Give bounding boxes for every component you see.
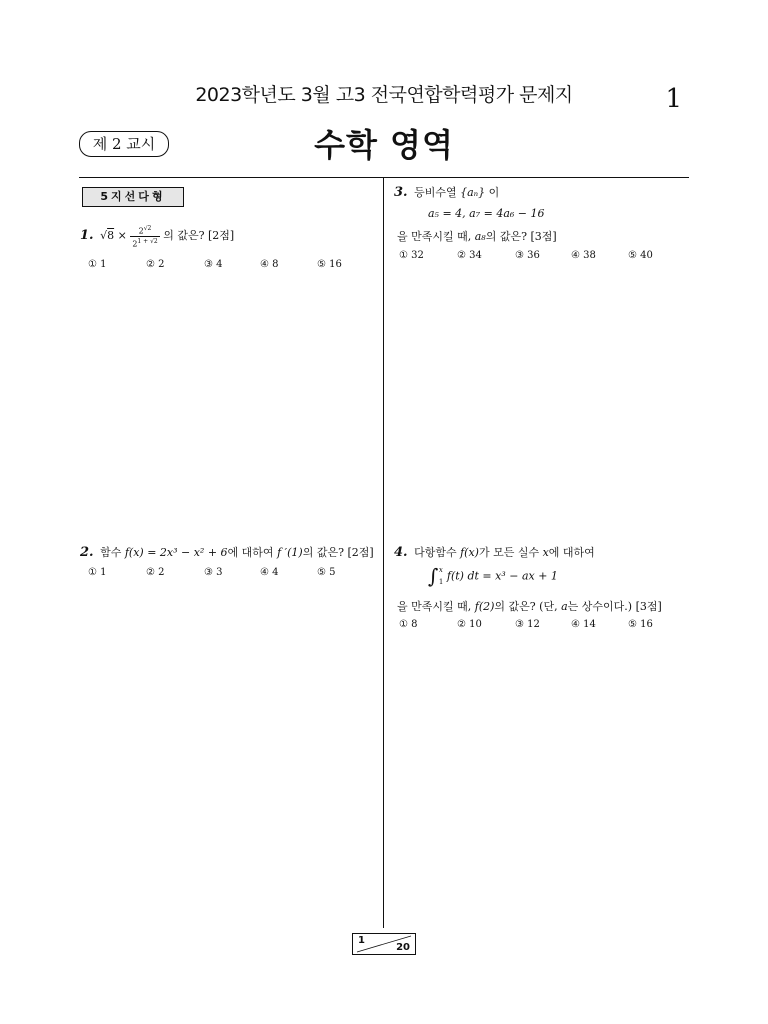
- question-4: 4. 다항함수 f(x)가 모든 실수 x에 대하여: [394, 545, 595, 560]
- question-2: 2. 함수 f(x) = 2x³ − x² + 6에 대하여 f ′(1)의 값은? [2점]: [80, 545, 374, 560]
- choice-1[interactable]: ① 8: [399, 619, 418, 630]
- choice-2[interactable]: ② 2: [146, 259, 165, 270]
- q3-question-line: 을 만족시킬 때, a₈의 값은? [3점]: [397, 230, 557, 243]
- total-pages: 20: [396, 942, 410, 953]
- q2-derivative: f ′(1): [277, 546, 303, 559]
- q1-choices: [88, 259, 368, 273]
- choice-4[interactable]: ④ 4: [260, 567, 279, 578]
- q4-integral-equation: ∫ x 1 f(t) dt = x³ − ax + 1: [428, 564, 558, 588]
- question-1: 1. √8 × $\frac{2^{√2}}{2^{1 + √2}}$ 의 값은? [2점]: [80, 225, 235, 249]
- current-page: 1: [358, 935, 365, 946]
- question-text: 의 값은? [2점]: [163, 229, 235, 243]
- choice-2[interactable]: ② 34: [457, 250, 482, 261]
- choice-4[interactable]: ④ 38: [571, 250, 596, 261]
- q1-fraction: $\frac{2^{√2}}{2^{1 + √2}}$: [132, 225, 158, 249]
- choice-5[interactable]: ⑤ 16: [317, 259, 342, 270]
- q3-sequence: {aₙ}: [460, 186, 486, 199]
- question-3: 3. 등비수열 {aₙ} 이: [394, 185, 500, 200]
- choice-2[interactable]: ② 10: [457, 619, 482, 630]
- choice-1[interactable]: ① 1: [88, 259, 107, 270]
- period-label: 제 2 교시: [79, 131, 169, 157]
- choice-5[interactable]: ⑤ 16: [628, 619, 653, 630]
- choice-3[interactable]: ③ 4: [204, 259, 223, 270]
- question-text: 의 값은? [2점]: [302, 546, 374, 559]
- choice-1[interactable]: ① 32: [399, 250, 424, 261]
- choice-2[interactable]: ② 2: [146, 567, 165, 578]
- exam-title: 2023학년도 3월 고3 전국연합학력평가 문제지: [195, 84, 573, 106]
- question-number: 2.: [80, 545, 94, 560]
- subject-title: 수학 영역: [314, 126, 454, 164]
- q4-question-line: 을 만족시킬 때, f(2)의 값은? (단, a는 상수이다.) [3점]: [397, 600, 662, 613]
- q2-choices: [88, 567, 368, 581]
- choice-5[interactable]: ⑤ 40: [628, 250, 653, 261]
- choice-4[interactable]: ④ 8: [260, 259, 279, 270]
- choice-1[interactable]: ① 1: [88, 567, 107, 578]
- q4-choices: [399, 619, 679, 633]
- choice-5[interactable]: ⑤ 5: [317, 567, 336, 578]
- question-number: 1.: [80, 228, 94, 244]
- page-number: 1: [665, 84, 682, 114]
- choice-3[interactable]: ③ 12: [515, 619, 540, 630]
- q2-function: f(x) = 2x³ − x² + 6: [124, 546, 228, 559]
- page-indicator: [352, 933, 416, 955]
- question-text: 의 값은? [3점]: [485, 230, 557, 243]
- choice-4[interactable]: ④ 14: [571, 619, 596, 630]
- integral-sign: ∫: [428, 564, 439, 588]
- question-text: 는 상수이다.) [3점]: [567, 600, 662, 613]
- question-number: 4.: [394, 545, 408, 560]
- column-divider: [383, 178, 384, 928]
- q3-choices: [399, 250, 679, 264]
- choice-3[interactable]: ③ 3: [204, 567, 223, 578]
- question-number: 3.: [394, 185, 408, 200]
- choice-3[interactable]: ③ 36: [515, 250, 540, 261]
- q3-condition: a₅ = 4, a₇ = 4a₆ − 16: [428, 207, 545, 220]
- q1-sqrt: √8: [100, 229, 115, 243]
- question-type-label: 5지선다형: [82, 187, 184, 207]
- header-rule: [79, 177, 689, 178]
